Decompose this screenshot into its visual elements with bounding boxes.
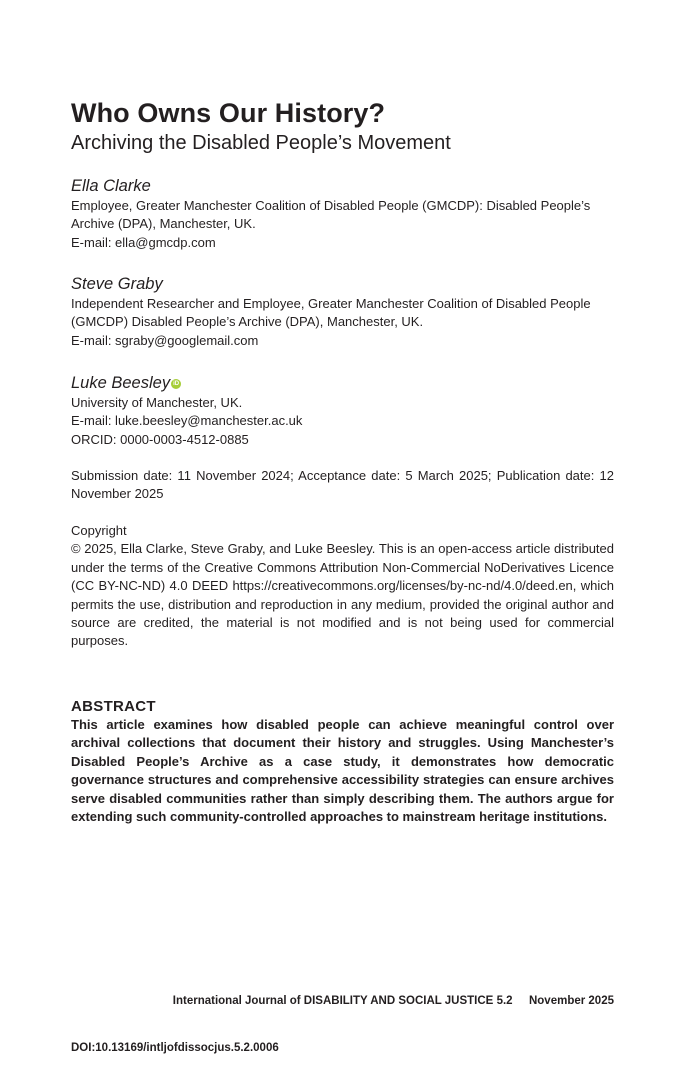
author-name-row xyxy=(71,372,614,394)
author-affiliation: Employee, Greater Manchester Coalition of Disabled People (GMCDP): Disabled People’s xyxy=(71,198,591,213)
author-block xyxy=(71,175,614,252)
author-name: Luke Beesley xyxy=(71,374,171,392)
article-subtitle: Archiving the Disabled People’s Movement xyxy=(71,132,451,154)
abstract-text: This article examines how disabled people can achieve meaningful control over archival collections that document their history and struggles. Using Manchester’s Disabled People’s Archive as a case study, it demonstrates how democratic governance structures and comprehensive accessibility strategies can ensure archives serve disabled communities rather than simply describing them. The authors argue for extending such community-controlled approaches to mainstream heritage institutions. xyxy=(71,717,614,825)
author-name: Ella Clarke xyxy=(71,177,151,195)
orcid-icon[interactable]: iD xyxy=(173,381,180,387)
journal-footer xyxy=(173,993,614,1009)
abstract-block xyxy=(71,697,614,826)
copyright-text: © 2025, Ella Clarke, Steve Graby, and Luke Beesley. This is an open-access article distributed under the terms of the Creative Commons Attribution Non-Commercial NoDerivatives Licence (CC BY-NC-ND) 4.0 DEED https://creativecommons.org/licenses/by-nc-nd/4.0/deed.en, which permits the use, distribution and reproduction in any medium, provided the original author and source are credited, the material is not modified and is not being used for commercial purposes. xyxy=(71,541,614,649)
author-affiliation: University of Manchester, UK. xyxy=(71,395,243,410)
journal-date: November 2025 xyxy=(528,995,614,1007)
journal-name: DISABILITY AND SOCIAL JUSTICE xyxy=(303,995,494,1007)
author-email: E-mail: ella@gmcdp.com xyxy=(71,234,216,250)
publication-dates: Submission date: 11 November 2024; Acceptance date: 5 March 2025; Publication date: 12 November 2025 xyxy=(71,468,614,502)
copyright-heading: Copyright xyxy=(71,523,127,538)
copyright-block xyxy=(71,522,614,651)
abstract-heading: ABSTRACT xyxy=(71,698,156,715)
doi-link[interactable]: DOI:10.13169/intljofdissocjus.5.2.0006 xyxy=(71,1042,279,1054)
author-affiliation: Archive (DPA), Manchester, UK. xyxy=(71,216,256,232)
author-affiliation: Independent Researcher and Employee, Greater Manchester Coalition of Disabled People xyxy=(71,296,591,311)
article-title: Who Owns Our History? xyxy=(71,98,386,128)
author-orcid: ORCID: 0000-0003-4512-0885 xyxy=(71,431,249,447)
author-block xyxy=(71,372,614,449)
author-name: Steve Graby xyxy=(71,275,163,293)
author-email: E-mail: luke.beesley@manchester.ac.uk xyxy=(71,413,303,429)
journal-volume: 5.2 xyxy=(496,995,513,1007)
journal-prefix: International Journal of xyxy=(172,995,301,1007)
author-block xyxy=(71,273,614,350)
author-affiliation: (GMCDP) Disabled People’s Archive (DPA), Manchester, UK. xyxy=(71,314,424,330)
author-email: E-mail: sgraby@googlemail.com xyxy=(71,332,259,348)
